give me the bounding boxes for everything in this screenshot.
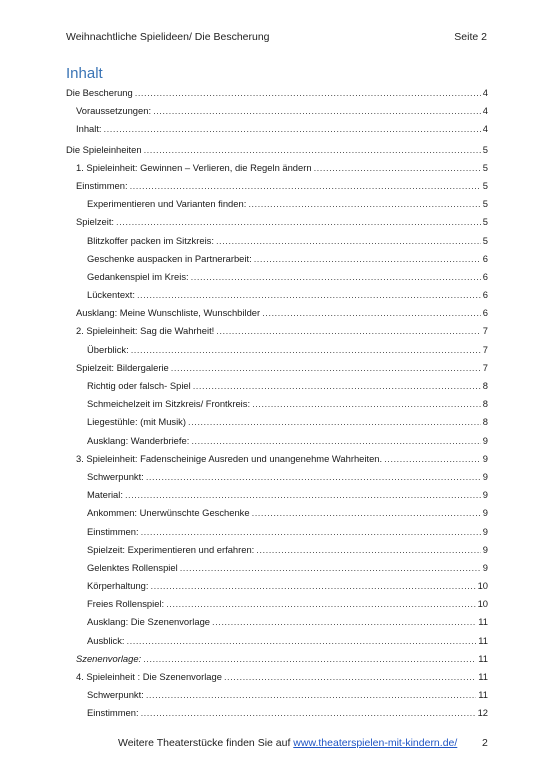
toc-entry-title: Geschenke auspacken in Partnerarbeit: xyxy=(87,252,252,264)
toc-entry-page: 11 xyxy=(478,616,488,628)
toc-dot-leader xyxy=(191,432,480,450)
toc-entry-page: 12 xyxy=(477,707,488,719)
toc-entry[interactable] xyxy=(66,432,488,450)
toc-entry-title: Schmeichelzeit im Sitzkreis/ Frontkreis: xyxy=(87,398,251,410)
toc-entry-page: 5 xyxy=(482,216,488,228)
toc-entry-page: 6 xyxy=(482,252,488,264)
toc-entry-title: Schwerpunkt: xyxy=(87,470,144,482)
toc-entry[interactable] xyxy=(66,268,488,286)
toc-dot-leader xyxy=(216,232,481,250)
toc-entry[interactable] xyxy=(66,541,488,559)
toc-entry[interactable] xyxy=(66,213,488,231)
toc-entry-page: 6 xyxy=(482,307,488,319)
toc-entry-page: 5 xyxy=(482,143,488,155)
toc-entry-page: 7 xyxy=(482,343,488,355)
toc-entry-title: Spielzeit: xyxy=(76,216,115,228)
toc-entry-title: Spielzeit: Bildergalerie xyxy=(76,361,169,373)
toc-dot-leader xyxy=(171,359,481,377)
toc-entry-page: 11 xyxy=(478,671,488,682)
toc-entry-title: Einstimmen: xyxy=(76,179,128,191)
toc-dot-leader xyxy=(104,120,481,138)
toc-entry-page: 11 xyxy=(478,634,488,646)
toc-entry-title: 3. Spieleinheit: Fadenscheinige Ausreden und unangenehme Wahrheiten. xyxy=(76,452,383,464)
toc-entry[interactable] xyxy=(66,395,488,413)
toc-entry-page: 6 xyxy=(482,270,488,282)
toc-entry[interactable] xyxy=(66,595,488,613)
toc-entry-page: 10 xyxy=(477,580,488,592)
toc-entry-page: 9 xyxy=(482,561,488,573)
toc-entry-page: 4 xyxy=(482,87,488,98)
toc-entry-title: Körperhaltung: xyxy=(87,580,149,592)
toc-entry-title: Gelenktes Rollenspiel xyxy=(87,561,178,573)
toc-entry-page: 5 xyxy=(482,179,488,191)
toc-entry-page: 4 xyxy=(482,123,488,135)
toc-entry[interactable] xyxy=(66,159,488,177)
toc-entry[interactable] xyxy=(66,359,488,377)
toc-entry[interactable] xyxy=(66,668,488,686)
toc-dot-leader xyxy=(254,250,481,268)
toc-entry-page: 8 xyxy=(482,416,488,428)
toc-dot-leader xyxy=(131,341,481,359)
toc-dot-leader xyxy=(153,102,481,120)
toc-entry[interactable] xyxy=(66,577,488,595)
toc-entry-page: 7 xyxy=(482,325,488,337)
toc-entry-page: 9 xyxy=(482,507,488,519)
toc-entry[interactable] xyxy=(66,377,488,395)
toc-dot-leader xyxy=(193,377,481,395)
toc-entry-title: Blitzkoffer packen im Sitzkreis: xyxy=(87,234,214,246)
toc-dot-leader xyxy=(144,141,481,159)
toc-dot-leader xyxy=(127,632,477,650)
toc-entry-title: Ausklang: Meine Wunschliste, Wunschbilder xyxy=(76,307,261,319)
toc-entry[interactable] xyxy=(66,322,488,340)
toc-entry[interactable] xyxy=(66,559,488,577)
toc-entry-page: 9 xyxy=(482,543,488,555)
page-header xyxy=(66,31,487,43)
toc-entry-page: 4 xyxy=(482,105,488,117)
toc-entry[interactable] xyxy=(66,304,488,322)
toc-entry-title: Überblick: xyxy=(87,343,129,355)
toc-entry[interactable] xyxy=(66,704,488,722)
toc-entry-title: Die Spieleinheiten xyxy=(66,143,142,155)
toc-entry-page: 11 xyxy=(478,689,488,701)
toc-entry-title: 1. Spieleinheit: Gewinnen – Verlieren, die Regeln ändern xyxy=(76,161,312,173)
toc-entry-title: 2. Spieleinheit: Sag die Wahrheit! xyxy=(76,325,215,337)
toc-entry-page: 10 xyxy=(477,598,488,610)
toc-dot-leader xyxy=(384,450,481,468)
toc-entry-page: 9 xyxy=(482,489,488,501)
toc-entry[interactable] xyxy=(66,632,488,650)
toc-entry[interactable] xyxy=(66,286,488,304)
toc-dot-leader xyxy=(143,650,476,668)
toc-entry-title: Einstimmen: xyxy=(87,525,139,537)
toc-entry-title: Die Bescherung xyxy=(66,87,133,98)
toc-entry[interactable] xyxy=(66,450,488,468)
toc-dot-leader xyxy=(262,304,481,322)
toc-dot-leader xyxy=(116,213,481,231)
toc-dot-leader xyxy=(314,159,481,177)
toc-entry[interactable] xyxy=(66,686,488,704)
toc-entry-page: 9 xyxy=(482,434,488,446)
toc-dot-leader xyxy=(137,286,481,304)
toc-entry-title: Gedankenspiel im Kreis: xyxy=(87,270,189,282)
toc-dot-leader xyxy=(146,468,481,486)
toc-dot-leader xyxy=(125,486,481,504)
toc-dot-leader xyxy=(146,686,476,704)
toc-entry-title: Ausblick: xyxy=(87,634,125,646)
toc-entry[interactable] xyxy=(66,84,488,102)
toc-entry[interactable] xyxy=(66,468,488,486)
toc-entry-title: Freies Rollenspiel: xyxy=(87,598,165,610)
toc-entry-page: 8 xyxy=(482,398,488,410)
toc-entry[interactable] xyxy=(66,232,488,250)
toc-entry-title: Liegestühle: (mit Musik) xyxy=(87,416,186,428)
toc-entry-title: Experimentieren und Varianten finden: xyxy=(87,198,247,210)
toc-entry-page: 5 xyxy=(482,161,488,173)
toc-entry[interactable] xyxy=(66,504,488,522)
toc-entry[interactable] xyxy=(66,177,488,195)
toc-heading: Inhalt xyxy=(66,65,103,82)
toc-dot-leader xyxy=(252,504,481,522)
toc-entry[interactable] xyxy=(66,486,488,504)
toc-entry[interactable] xyxy=(66,250,488,268)
toc-dot-leader xyxy=(212,613,476,631)
footer-text-wrap xyxy=(118,737,457,749)
toc-entry-page: 6 xyxy=(482,289,488,301)
toc-dot-leader xyxy=(180,559,481,577)
toc-entry-title: Material: xyxy=(87,489,123,501)
footer-page-number: 2 xyxy=(482,737,488,749)
toc-dot-leader xyxy=(130,177,481,195)
table-of-contents xyxy=(66,84,488,723)
toc-entry[interactable] xyxy=(66,413,488,431)
toc-dot-leader xyxy=(191,268,481,286)
toc-entry-page: 11 xyxy=(478,652,488,664)
toc-dot-leader xyxy=(252,395,481,413)
toc-entry-page: 9 xyxy=(482,452,488,464)
toc-dot-leader xyxy=(151,577,476,595)
toc-entry-title: Spielzeit: Experimentieren und erfahren: xyxy=(87,543,255,555)
toc-entry-page: 7 xyxy=(482,361,488,373)
toc-entry-title: 4. Spieleinheit : Die Szenenvorlage xyxy=(76,671,222,682)
footer-text: Weitere Theaterstücke finden Sie auf xyxy=(118,737,294,749)
toc-entry-page: 8 xyxy=(482,380,488,391)
toc-entry-page: 9 xyxy=(482,470,488,482)
toc-dot-leader xyxy=(141,704,476,722)
toc-entry-title: Voraussetzungen: xyxy=(76,105,152,117)
toc-entry[interactable] xyxy=(66,523,488,541)
toc-entry[interactable] xyxy=(66,613,488,631)
toc-entry[interactable] xyxy=(66,141,488,159)
toc-entry-page: 9 xyxy=(482,525,488,537)
toc-entry[interactable] xyxy=(66,102,488,120)
toc-entry-title: Szenenvorlage: xyxy=(76,652,142,664)
toc-entry[interactable] xyxy=(66,120,488,138)
header-page-number: Seite 2 xyxy=(454,31,487,43)
toc-entry-title: Inhalt: xyxy=(76,123,102,135)
footer-link[interactable]: www.theaterspielen-mit-kindern.de/ xyxy=(293,737,458,749)
toc-dot-leader xyxy=(224,668,476,686)
toc-dot-leader xyxy=(141,523,481,541)
toc-dot-leader xyxy=(248,195,480,213)
toc-entry-page: 5 xyxy=(482,198,488,210)
toc-entry-title: Ausklang: Wanderbriefe: xyxy=(87,434,190,446)
toc-dot-leader xyxy=(256,541,481,559)
toc-entry-title: Lückentext: xyxy=(87,289,135,301)
toc-entry[interactable] xyxy=(66,195,488,213)
toc-dot-leader xyxy=(166,595,475,613)
toc-dot-leader xyxy=(135,84,481,102)
header-title: Weihnachtliche Spielideen/ Die Bescherung xyxy=(66,31,270,43)
toc-entry-title: Schwerpunkt: xyxy=(87,689,144,701)
toc-entry-title: Richtig oder falsch- Spiel xyxy=(87,380,191,391)
toc-dot-leader xyxy=(188,413,481,431)
toc-entry[interactable] xyxy=(66,341,488,359)
toc-entry-title: Ausklang: Die Szenenvorlage xyxy=(87,616,210,628)
toc-entry-title: Einstimmen: xyxy=(87,707,139,719)
toc-entry-page: 5 xyxy=(482,234,488,246)
toc-entry-title: Ankommen: Unerwünschte Geschenke xyxy=(87,507,250,519)
toc-entry[interactable] xyxy=(66,650,488,668)
toc-dot-leader xyxy=(216,322,481,340)
